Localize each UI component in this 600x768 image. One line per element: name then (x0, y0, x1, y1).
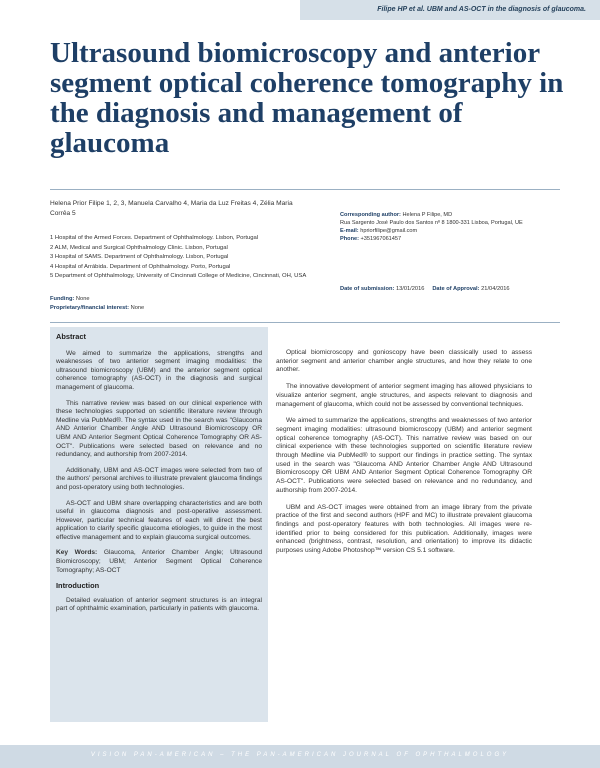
keywords-label: Key Words: (56, 549, 98, 557)
introduction-heading: Introduction (56, 581, 100, 591)
introduction-paragraph: The innovative development of anterior segment imaging has allowed physicians to visualize anterior segment, angle structures, and aspects relevant to diagnosis and management of glaucoma, which could not be assessed by conventional techniques. (276, 383, 532, 408)
running-head: Filipe HP et al. UBM and AS-OCT in the diagnosis of glaucoma. (300, 0, 600, 20)
abstract-paragraph: This narrative review was based on our clinical experience with these technologies supported on scientific literature review through Medline via PubMed®. The syntax used in the search was "Glaucoma AND Anterior Chamber Angle AND Ultrasound Biomicroscopy OR UBM AND Anterior Segment Optical Coherence Tomography OR AS-OCT". Publications were selected based on relevance and no redundancy, and authorship from 2007-2014. (56, 399, 262, 459)
funding-block (50, 295, 310, 313)
funding-label: Funding: (50, 296, 75, 302)
phone-label: Phone: (340, 236, 359, 242)
phone-value: +351967061457 (360, 236, 402, 242)
affiliation-item: 5 Department of Ophthalmology, University of Cincinnati College of Medicine, Cincinnati, OH, USA (50, 273, 307, 279)
submission-label: Date of submission: (340, 286, 395, 292)
dates-line (340, 286, 570, 292)
keywords-text: Glaucoma, Anterior Chamber Angle; Ultrasound Biomicroscopy; UBM; Anterior Segment Optical Coherence Tomography; AS-OCT (56, 549, 262, 574)
divider-bottom (50, 322, 560, 323)
introduction-paragraph: UBM and AS-OCT images were obtained from an image library from the private practice of the first and second authors (HPF and MC) to illustrate prevalent glaucoma findings and post-operatory features with both technologies. All images were re-identified prior to being considered for this publication. Additionally, images were enhanced (brightness, contrast, resolution, and orientation) to improve its didactic purposes using Adobe Photoshop™ version CS 5.1 software. (276, 503, 532, 555)
email-label: E-mail: (340, 228, 359, 234)
proprietary-label: Proprietary/financial interest: (50, 305, 130, 311)
correspondence-block (340, 211, 590, 243)
submission-date: 13/01/2016 (395, 286, 425, 292)
affiliations (50, 234, 330, 282)
abstract-paragraph: Additionally, UBM and AS-OCT images were selected from two of the authors' personal archives to illustrate prevalent glaucoma findings and post-operatory using both technologies. (56, 466, 262, 491)
introduction-paragraph: We aimed to summarize the applications, strengths and weaknesses of two anterior segment imaging modalities: ultrasound biomicroscopy (UBM) and anterior segment optical coherence tomography (AS-OCT). This narrative review was based on our clinical experience with these technologies supported on scientific literature review through Medline via PubMed® to support our findings in practice setting. The syntax used in the search was "Glaucoma AND Anterior Chamber Angle AND Ultrasound Biomicroscopy OR UBM AND Anterior Segment Optical Coherence Tomography OR AS-OCT". Publications were selected based on relevance and no redundancy, and authorship from 2007-2014. (276, 417, 532, 494)
corresponding-author-label: Corresponding author: (340, 212, 401, 218)
affiliation-item: 1 Hospital of the Armed Forces. Department of Ophthalmology. Lisbon, Portugal (50, 235, 259, 241)
affiliation-item: 4 Hospital of Arrábida. Department of Ophthalmology. Porto, Portugal (50, 263, 231, 270)
keywords (56, 549, 262, 575)
email-link[interactable]: hpriorfilipe@gmail.com (360, 228, 418, 234)
introduction-paragraph: Detailed evaluation of anterior segment structures is an integral part of ophthalmic examination, particularly in patients with glaucoma. (56, 596, 262, 613)
journal-footer (0, 745, 600, 768)
corresponding-address: Rua Sargento José Paulo dos Santos nº 8 1800-331 Lisboa, Portugal, UE (340, 220, 523, 226)
affiliation-item: 2 ALM, Medical and Surgical Ophthalmology Clinic. Lisbon, Portugal (50, 244, 228, 251)
proprietary-value: None (130, 305, 145, 311)
approval-date: 21/04/2016 (481, 286, 510, 292)
corresponding-author-name: Helena P Filipe, MD (402, 212, 453, 218)
approval-label: Date of Approval: (432, 286, 480, 292)
affiliation-item: 3 Hospital of SAMS. Department of Ophthalmology. Lisbon, Portugal (50, 254, 229, 260)
abstract-heading: Abstract (56, 332, 86, 341)
introduction-paragraph: Optical biomicroscopy and gonioscopy have been classically used to assess anterior segment and anterior chamber angle structures, and how they relate to one another. (276, 349, 532, 374)
divider-top (50, 189, 560, 190)
abstract-paragraph: AS-OCT and UBM share overlapping characteristics and are both useful in glaucoma diagnosis and post-operative assessment. However, particular technical features of each will direct the best application to clarify specific glaucoma etiologies, to guide in the most effective management and to explain glaucoma surgical outcomes. (56, 499, 262, 541)
abstract-paragraph: We aimed to summarize the applications, strengths and weaknesses of two anterior segment imaging modalities: the ultrasound biomicroscopy (UBM) and the anterior segment optical coherence tomography (AS-OCT) in the diagnosis and surgical management of glaucoma. (56, 349, 262, 391)
right-column (276, 349, 532, 564)
article-title: Ultrasound biomicroscopy and anterior segment optical coherence tomography in the diagnosis and management of glaucoma (50, 37, 564, 159)
journal-name: VISION PAN-AMERICAN – THE PAN-AMERICAN JOURNAL OF OPHTHALMOLOGY (90, 752, 510, 758)
author-list: Helena Prior Filipe 1, 2, 3, Manuela Carvalho 4, Maria da Luz Freitas 4, Zélia Maria Corrêa 5 (50, 200, 293, 217)
funding-value: None (75, 296, 90, 302)
left-column (56, 333, 262, 621)
